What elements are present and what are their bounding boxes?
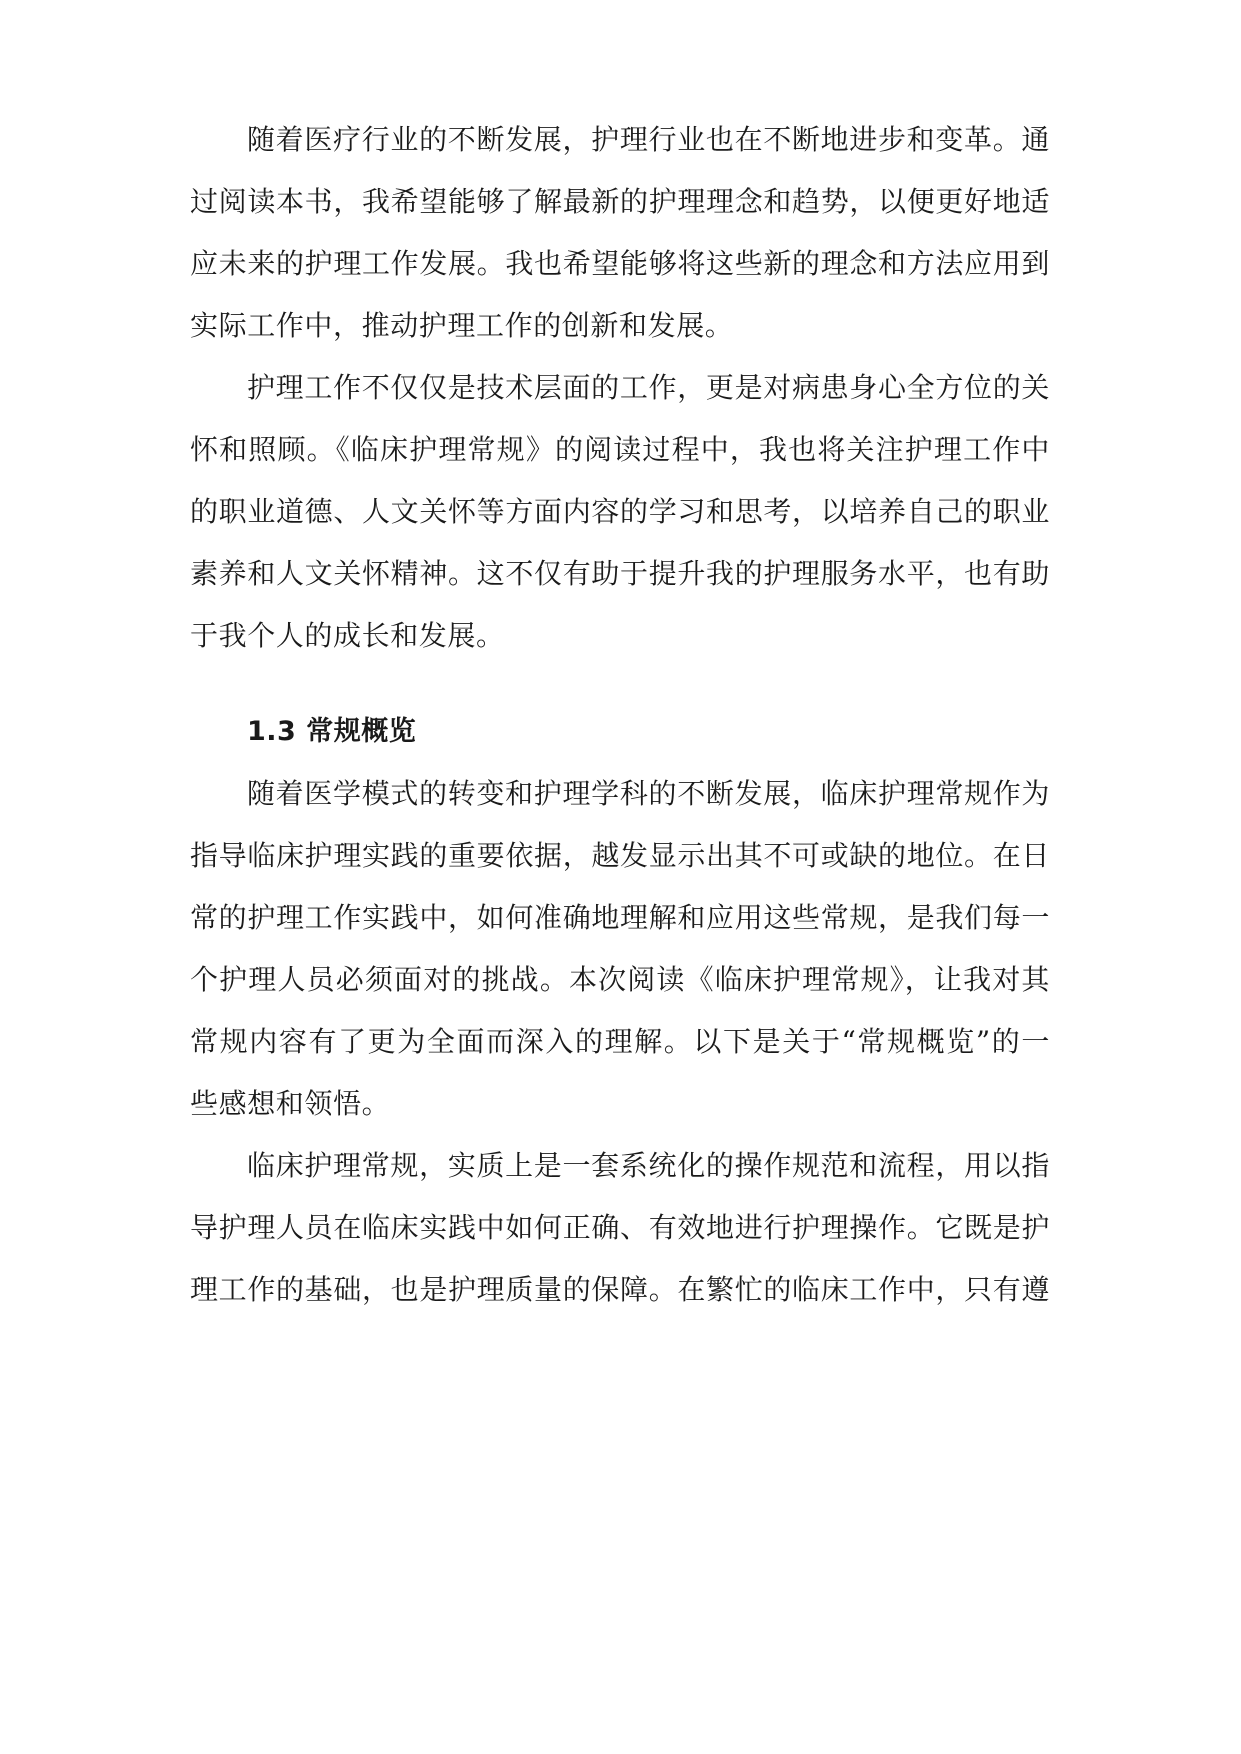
text-line: 于我个人的成长和发展。 xyxy=(190,619,505,652)
text-line: 素养和人文关怀精神。这不仅有助于提升我的护理服务水平，也有助 xyxy=(190,557,1050,590)
paragraph xyxy=(190,120,1050,345)
text-line: 的职业道德、人文关怀等方面内容的学习和思考，以培养自己的职业 xyxy=(190,495,1050,528)
text-line: 应未来的护理工作发展。我也希望能够将这些新的理念和方法应用到 xyxy=(190,247,1050,280)
paragraph xyxy=(190,774,1050,1123)
paragraph xyxy=(190,1146,1050,1309)
text-line: 护理工作不仅仅是技术层面的工作，更是对病患身心全方位的关 xyxy=(247,371,1050,404)
text-line: 常规内容有了更为全面而深入的理解。以下是关于“常规概览”的一 xyxy=(190,1025,1050,1058)
text-line: 随着医学模式的转变和护理学科的不断发展，临床护理常规作为 xyxy=(247,777,1050,810)
text-line: 指导临床护理实践的重要依据，越发显示出其不可或缺的地位。在日 xyxy=(190,839,1050,872)
text-line: 导护理人员在临床实践中如何正确、有效地进行护理操作。它既是护 xyxy=(190,1211,1050,1244)
text-line: 过阅读本书，我希望能够了解最新的护理理念和趋势，以便更好地适 xyxy=(190,185,1050,218)
text-line: 理工作的基础，也是护理质量的保障。在繁忙的临床工作中，只有遵 xyxy=(190,1273,1050,1306)
text-line: 实际工作中，推动护理工作的创新和发展。 xyxy=(190,309,734,342)
text-line: 常的护理工作实践中，如何准确地理解和应用这些常规，是我们每一 xyxy=(190,901,1050,934)
text-line: 随着医疗行业的不断发展，护理行业也在不断地进步和变革。通 xyxy=(247,123,1050,156)
document-page xyxy=(190,120,1050,1309)
paragraph xyxy=(190,368,1050,655)
text-line: 临床护理常规，实质上是一套系统化的操作规范和流程，用以指 xyxy=(247,1149,1050,1182)
text-line: 怀和照顾。《临床护理常规》的阅读过程中，我也将关注护理工作中 xyxy=(190,433,1050,466)
section-heading: 1.3 常规概览 xyxy=(247,716,417,747)
text-line: 个护理人员必须面对的挑战。本次阅读《临床护理常规》，让我对其 xyxy=(190,963,1050,996)
text-line: 些感想和领悟。 xyxy=(190,1087,391,1120)
